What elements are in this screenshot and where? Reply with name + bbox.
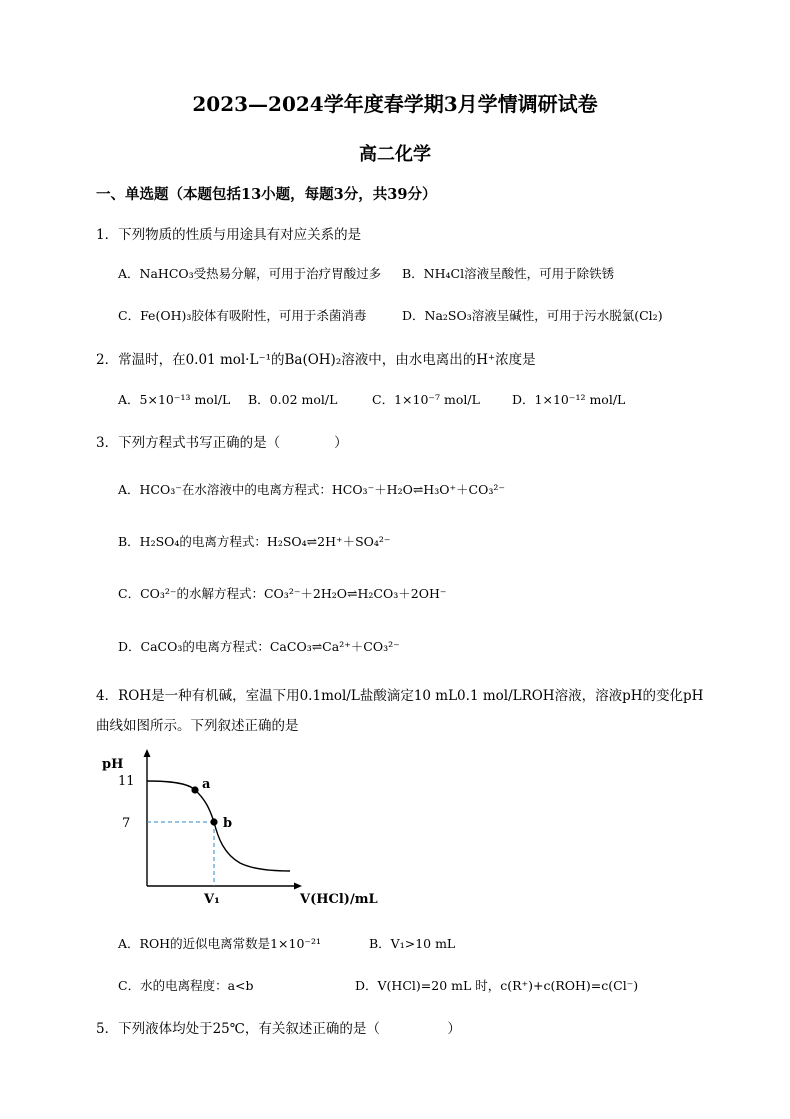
point-a-marker [191, 786, 198, 793]
question-1-option-c: C．Fe(OH)₃胶体有吸附性，可用于杀菌消毒 [118, 308, 367, 323]
point-a-label: a [202, 777, 211, 792]
question-3-option-d: D．CaCO₃的电离方程式：CaCO₃⇌Ca²⁺＋CO₃²⁻ [118, 639, 400, 654]
x-axis-arrow-icon [294, 883, 302, 890]
question-3-option-b: B．H₂SO₄的电离方程式：H₂SO₄⇌2H⁺＋SO₄²⁻ [118, 534, 391, 549]
question-2-option-d: D．1×10⁻¹² mol/L [512, 392, 626, 407]
y-axis-label: pH [102, 757, 124, 772]
question-1-option-b: B．NH₄Cl溶液呈酸性，可用于除铁锈 [402, 266, 615, 281]
x-tick-v1: V₁ [204, 892, 220, 907]
y-tick-7: 7 [122, 816, 131, 831]
exam-title: 2023—2024学年度春学期3月学情调研试卷 [192, 92, 598, 116]
question-3-option-c: C．CO₃²⁻的水解方程式：CO₃²⁻＋2H₂O⇌H₂CO₃＋2OH⁻ [118, 586, 447, 601]
ph-curve [147, 781, 290, 871]
subject-title: 高二化学 [359, 144, 431, 165]
question-2-option-a: A．5×10⁻¹³ mol/L [118, 392, 231, 407]
question-2-option-b: B．0.02 mol/L [248, 392, 338, 407]
question-1-option-a: A．NaHCO₃受热易分解，可用于治疗胃酸过多 [118, 266, 382, 281]
question-2-stem: 2．常温时，在0.01 mol·L⁻¹的Ba(OH)₂溶液中，由水电离出的H⁺浓度是 [96, 352, 536, 368]
point-b-marker [210, 818, 217, 825]
question-1-option-d: D．Na₂SO₃溶液呈碱性，可用于污水脱氯(Cl₂) [402, 308, 663, 323]
point-b-label: b [223, 816, 233, 831]
question-4-option-b: B．V₁>10 mL [369, 936, 456, 951]
y-axis-arrow-icon [144, 749, 151, 757]
question-4-option-a: A．ROH的近似电离常数是1×10⁻²¹ [118, 936, 322, 951]
question-5-stem: 5．下列液体均处于25℃，有关叙述正确的是（ ） [96, 1021, 461, 1037]
question-4-option-c: C．水的电离程度：a<b [118, 978, 254, 993]
question-3-stem: 3．下列方程式书写正确的是（ ） [96, 435, 348, 451]
y-tick-11: 11 [118, 774, 135, 789]
question-4-option-d: D．V(HCl)=20 mL 时，c(R⁺)+c(ROH)=c(Cl⁻) [355, 978, 639, 993]
section-heading: 一、单选题（本题包括13小题，每题3分，共39分） [96, 186, 437, 203]
question-4-stem-line1: 4．ROH是一种有机碱，室温下用0.1mol/L盐酸滴定10 mL0.1 mol/LROH溶液，溶液pH的变化pH [96, 688, 704, 704]
question-3-option-a: A．HCO₃⁻在水溶液中的电离方程式：HCO₃⁻＋H₂O⇌H₃O⁺＋CO₃²⁻ [118, 482, 505, 497]
titration-curve-graph [100, 748, 420, 908]
question-4-stem-line2: 曲线如图所示。下列叙述正确的是 [96, 718, 299, 734]
question-2-option-c: C．1×10⁻⁷ mol/L [372, 392, 480, 407]
x-axis-label: V(HCl)/mL [300, 892, 378, 907]
question-1-stem: 1．下列物质的性质与用途具有对应关系的是 [96, 227, 362, 243]
